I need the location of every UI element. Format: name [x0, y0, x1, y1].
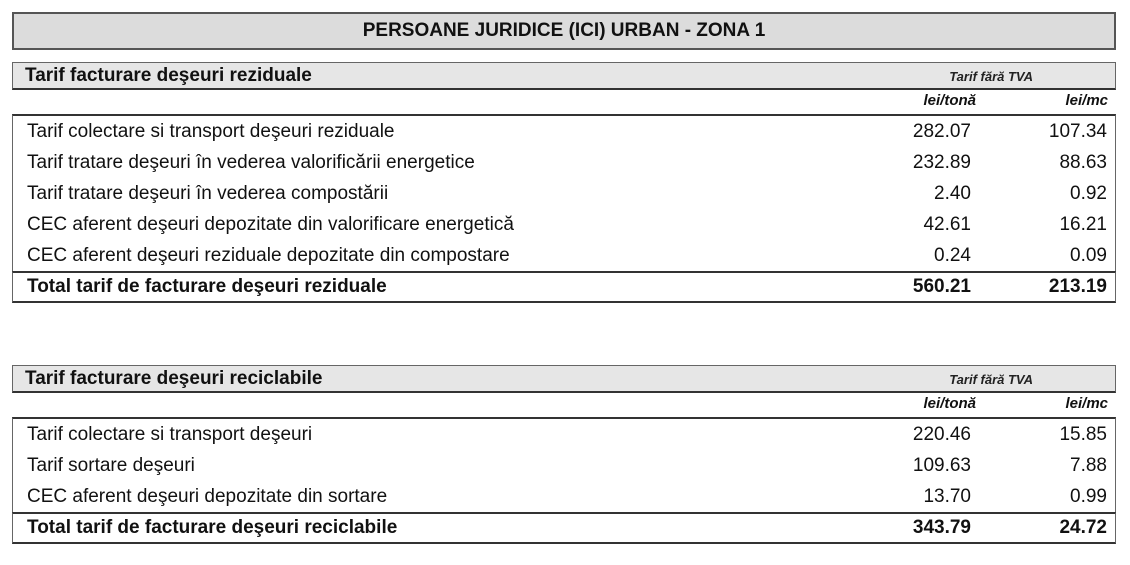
units-row	[12, 90, 1116, 114]
section-title: Tarif facturare deşeuri reziduale	[25, 64, 312, 86]
row-label: Tarif sortare deşeuri	[27, 454, 195, 476]
tariff-rows	[12, 114, 1116, 271]
row-value-mc: 0.99	[1070, 485, 1107, 507]
table-row	[13, 147, 1115, 178]
row-label: CEC aferent deşeuri reziduale depozitate din compostare	[27, 244, 510, 266]
row-value-ton: 220.46	[912, 423, 971, 445]
row-value-ton: 42.61	[923, 213, 971, 235]
unit-ton-label: lei/tonă	[923, 395, 976, 412]
row-label: CEC aferent deşeuri depozitate din sortare	[27, 485, 388, 507]
table-row	[13, 419, 1115, 450]
total-value-ton: 560.21	[912, 276, 971, 297]
section-residual-waste	[12, 62, 1116, 303]
section-header	[12, 365, 1116, 393]
page-title: PERSOANE JURIDICE (ICI) URBAN - ZONA 1	[12, 12, 1116, 50]
total-row	[12, 512, 1116, 544]
table-row	[13, 209, 1115, 240]
total-row	[12, 271, 1116, 303]
row-label: Tarif colectare si transport deşeuri reziduale	[27, 120, 395, 142]
table-row	[13, 116, 1115, 147]
section-title: Tarif facturare deşeuri reciclabile	[25, 367, 323, 389]
row-value-mc: 88.63	[1059, 151, 1107, 173]
tva-label: Tarif fără TVA	[949, 372, 1033, 387]
table-row	[13, 240, 1115, 271]
total-label: Total tarif de facturare deşeuri reziduale	[27, 276, 387, 297]
row-value-ton: 2.40	[934, 182, 971, 204]
total-value-mc: 24.72	[1059, 517, 1107, 538]
row-value-mc: 0.09	[1070, 244, 1107, 266]
tva-label: Tarif fără TVA	[949, 69, 1033, 84]
row-value-mc: 16.21	[1059, 213, 1107, 235]
total-value-mc: 213.19	[1048, 276, 1107, 297]
unit-mc-label: lei/mc	[1065, 395, 1108, 412]
unit-ton-label: lei/tonă	[923, 92, 976, 109]
row-value-mc: 107.34	[1048, 120, 1107, 142]
row-value-ton: 282.07	[912, 120, 971, 142]
row-value-mc: 7.88	[1070, 454, 1107, 476]
units-row	[12, 393, 1116, 417]
table-row	[13, 450, 1115, 481]
row-label: Tarif tratare deşeuri în vederea valorificării energetice	[27, 151, 475, 173]
total-label: Total tarif de facturare deşeuri reciclabile	[27, 517, 398, 538]
table-row	[13, 178, 1115, 209]
row-label: Tarif tratare deşeuri în vederea compostării	[27, 182, 389, 204]
row-label: CEC aferent deşeuri depozitate din valorificare energetică	[27, 213, 514, 235]
row-value-ton: 0.24	[934, 244, 971, 266]
row-value-mc: 0.92	[1070, 182, 1107, 204]
row-value-ton: 13.70	[923, 485, 971, 507]
row-label: Tarif colectare si transport deşeuri	[27, 423, 313, 445]
row-value-ton: 109.63	[912, 454, 971, 476]
total-value-ton: 343.79	[912, 517, 971, 538]
tariff-rows	[12, 417, 1116, 512]
section-header	[12, 62, 1116, 90]
section-recyclable-waste	[12, 365, 1116, 544]
unit-mc-label: lei/mc	[1065, 92, 1108, 109]
table-row	[13, 481, 1115, 512]
row-value-ton: 232.89	[912, 151, 971, 173]
row-value-mc: 15.85	[1059, 423, 1107, 445]
